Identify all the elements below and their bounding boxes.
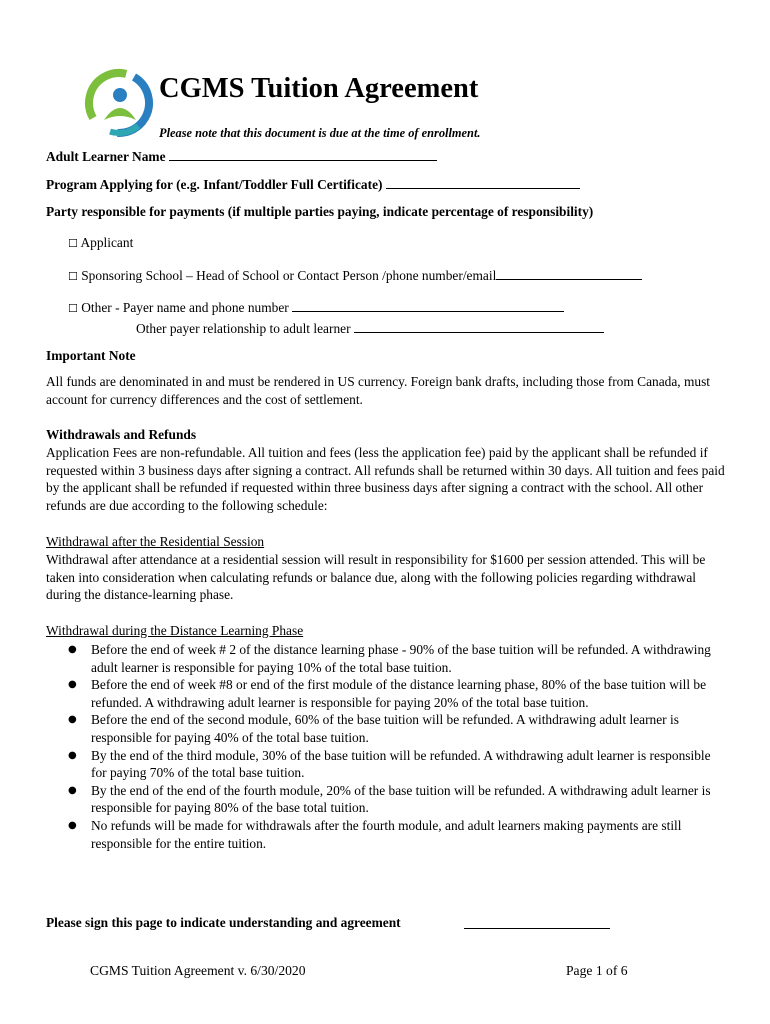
- option-applicant: [68, 234, 133, 253]
- program-field: [46, 176, 726, 194]
- applicant-checkbox[interactable]: ☐: [68, 237, 78, 250]
- list-item: ● By the end of the third module, 30% of the base tuition will be refunded. A withdrawing adult learner is responsible for paying 70% of the total base tuition.: [68, 747, 711, 781]
- residential-heading: Withdrawal after the Residential Session: [46, 534, 265, 549]
- signature-line[interactable]: [464, 928, 610, 929]
- distance-heading: Withdrawal during the Distance Learning Phase: [46, 623, 304, 638]
- footer-version: CGMS Tuition Agreement v. 6/30/2020: [90, 963, 306, 978]
- subtitle-note: Please note that this document is due at the time of enrollment.: [159, 126, 481, 140]
- bullet-icon: ●: [68, 784, 77, 796]
- bullet-icon: ●: [68, 819, 77, 831]
- party-label: Party responsible for payments (if multiple parties paying, indicate percentage of responsibility): [46, 204, 594, 219]
- learner-name-field: [46, 148, 726, 166]
- signature-label: Please sign this page to indicate understanding and agreement: [46, 915, 401, 930]
- withdrawals-heading: Withdrawals and Refunds: [46, 427, 197, 442]
- program-line[interactable]: [386, 176, 580, 189]
- page-title: CGMS Tuition Agreement: [159, 73, 479, 104]
- list-item: ● By the end of the end of the fourth module, 20% of the base tuition will be refunded. A withdrawing adult learner is responsible for paying 80% of the base total tuition.: [68, 782, 711, 816]
- applicant-label: Applicant: [80, 235, 134, 250]
- sponsoring-checkbox[interactable]: ☐: [68, 270, 78, 283]
- bullet-icon: ●: [68, 749, 77, 761]
- program-label: Program Applying for (e.g. Infant/Toddler Full Certificate): [46, 177, 383, 192]
- list-item: ● Before the end of week # 2 of the distance learning phase - 90% of the base tuition will be refunded. A withdrawing adult learner is responsible for paying 10% of the total base tuition.: [68, 642, 711, 675]
- other-payer-line[interactable]: [292, 299, 564, 312]
- option-other-relationship: [136, 320, 604, 338]
- withdrawals-text: Application Fees are non-refundable. All tuition and fees (less the application fee) paid by the applicant shall be refunded if requested within 3 business days after signing a contract. All refunds shall be returned within 30 days. All tuition and fees paid by the applicant shall be refunded if requested within three business days after signing a contract with the school. All other refunds are due according to the following schedule:: [46, 445, 725, 513]
- other-relationship-line[interactable]: [354, 320, 604, 333]
- list-item: ● Before the end of the second module, 60% of the base tuition will be refunded. A withdrawing adult learner is responsible for paying 40% of the total base tuition.: [68, 712, 679, 745]
- list-item: ● Before the end of week #8 or end of the first module of the distance learning phase, 80% of the base tuition will be refunded. A withdrawing adult learner is responsible for paying 20% of the total base tuition.: [68, 677, 707, 710]
- important-note-text: All funds are denominated in and must be rendered in US currency. Foreign bank drafts, including those from Canada, must account for currency differences and the cost of settlement.: [46, 374, 711, 407]
- learner-name-line[interactable]: [169, 148, 437, 161]
- cgms-logo-icon: [84, 68, 154, 138]
- bullet-icon: ●: [68, 714, 77, 726]
- important-note-heading: Important Note: [46, 348, 136, 363]
- other-label: Other - Payer name and phone number: [81, 300, 289, 315]
- distance-schedule-list: [46, 641, 726, 852]
- bullet-icon: ●: [68, 644, 77, 655]
- footer-page-number: Page 1 of 6: [566, 963, 628, 978]
- option-sponsoring: [68, 267, 642, 286]
- bullet-icon: ●: [68, 679, 77, 691]
- other-relationship-label: Other payer relationship to adult learner: [136, 321, 351, 336]
- sponsoring-line[interactable]: [496, 267, 642, 280]
- learner-name-label: Adult Learner Name: [46, 149, 166, 164]
- list-item: ● No refunds will be made for withdrawals after the fourth module, and adult learners making payments are still responsible for the entire tuition.: [68, 817, 682, 851]
- sponsoring-label: Sponsoring School – Head of School or Contact Person /phone number/email: [81, 268, 497, 283]
- option-other: [68, 299, 564, 318]
- residential-text: Withdrawal after attendance at a residential session will result in responsibility for $1600 per session attended. This will be taken into consideration when calculating refunds or balance due, along with the following policies regarding withdrawal during the distance-learning phase.: [46, 552, 706, 603]
- other-checkbox[interactable]: ☐: [68, 302, 78, 315]
